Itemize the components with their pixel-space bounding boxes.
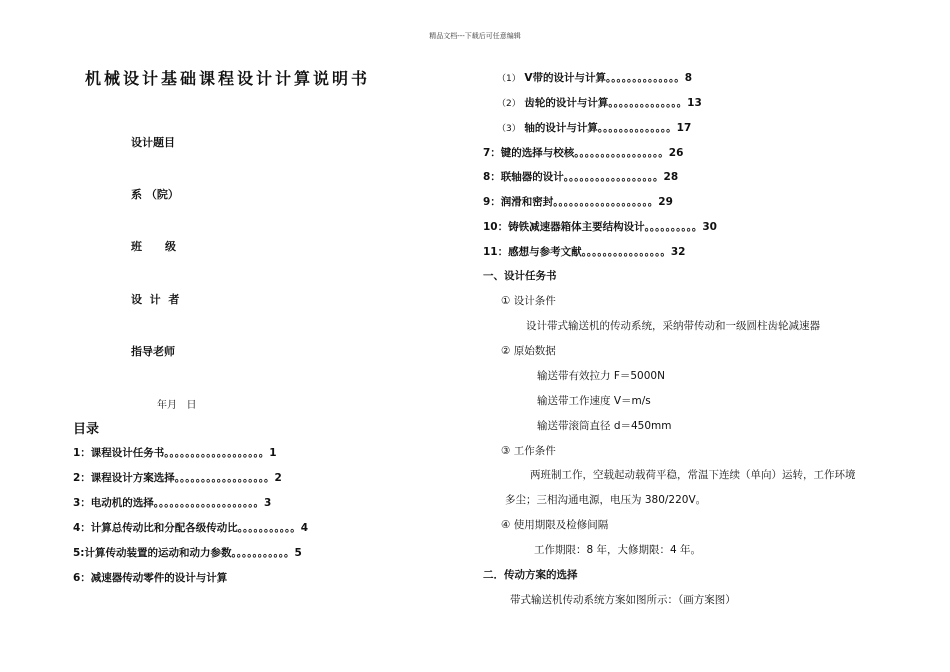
toc-item-1: 1：课程设计任务书。。。。。。。。。。。。。。。。。。。1	[73, 447, 277, 459]
form-label-dept: 系 （院）	[131, 188, 179, 201]
form-label-topic: 设计题目	[131, 136, 175, 149]
form-label-designer: 设 计 者	[131, 293, 180, 306]
data-heading: ② 原始数据	[501, 345, 556, 357]
section-2-heading: 二．传动方案的选择	[483, 569, 578, 581]
toc-subnum: （1）	[497, 74, 521, 84]
toc-subnum: （2）	[497, 99, 521, 109]
toc-item-11: 11：感想与参考文献。。。。。。。。。。。。。。。。32	[483, 246, 686, 258]
section-1-heading: 一、设计任务书	[483, 270, 557, 282]
work-text-1: 两班制工作，空载起动载荷平稳，常温下连续（单向）运转，工作环境	[530, 469, 856, 481]
date-line: 年月 日	[157, 400, 197, 411]
toc-item-6: 6：减速器传动零件的设计与计算	[73, 572, 228, 584]
toc-heading: 目录	[73, 422, 100, 437]
document-title: 机械设计基础课程设计计算说明书	[85, 69, 371, 88]
toc-sublabel: V带的设计与计算。。。。。。。。。。。。。。8	[524, 72, 693, 84]
form-label-class: 班 级	[131, 240, 176, 253]
conditions-heading: ① 设计条件	[501, 295, 556, 307]
conditions-text: 设计带式输送机的传动系统，采纳带传动和一级圆柱齿轮减速器	[526, 320, 820, 332]
toc-item-8: 8：联轴器的设计。。。。。。。。。。。。。。。。。。28	[483, 171, 679, 183]
data-line-diameter: 输送带滚筒直径 d＝450mm	[537, 420, 672, 432]
toc-sublabel: 轴的设计与计算。。。。。。。。。。。。。。17	[524, 122, 692, 134]
toc-item-9: 9：润滑和密封。。。。。。。。。。。。。。。。。。。29	[483, 196, 673, 208]
toc-item-10: 10：铸铁减速器箱体主要结构设计。。。。。。。。。。30	[483, 221, 717, 233]
toc-item-6-2	[497, 95, 702, 110]
data-line-speed: 输送带工作速度 V＝m/s	[537, 395, 651, 407]
toc-subnum: （3）	[497, 124, 521, 134]
work-text-2: 多尘；三相沟通电源，电压为 380/220V。	[505, 494, 707, 506]
section-2-text: 带式输送机传动系统方案如图所示：（画方案图）	[510, 594, 736, 606]
toc-item-6-1	[497, 70, 692, 85]
toc-item-6-3	[497, 120, 691, 135]
form-label-advisor: 指导老师	[131, 345, 175, 358]
work-heading: ③ 工作条件	[501, 445, 556, 457]
life-heading: ④ 使用期限及检修间隔	[501, 519, 609, 531]
data-line-force: 输送带有效拉力 F＝5000N	[537, 370, 665, 382]
header-note: 精品文档---下载后可任意编辑	[429, 32, 521, 40]
toc-item-7: 7：键的选择与校核。。。。。。。。。。。。。。。。。26	[483, 147, 684, 159]
toc-item-5: 5:计算传动装置的运动和动力参数。。。。。。。。。。。5	[73, 547, 302, 559]
toc-item-4: 4：计算总传动比和分配各级传动比。。。。。。。。。。。4	[73, 522, 309, 534]
toc-item-2: 2：课程设计方案选择。。。。。。。。。。。。。。。。。。2	[73, 472, 282, 484]
life-text: 工作期限：8 年，大修期限：4 年。	[534, 544, 702, 556]
toc-sublabel: 齿轮的设计与计算。。。。。。。。。。。。。。13	[524, 97, 702, 109]
toc-item-3: 3：电动机的选择。。。。。。。。。。。。。。。。。。。。3	[73, 497, 272, 509]
